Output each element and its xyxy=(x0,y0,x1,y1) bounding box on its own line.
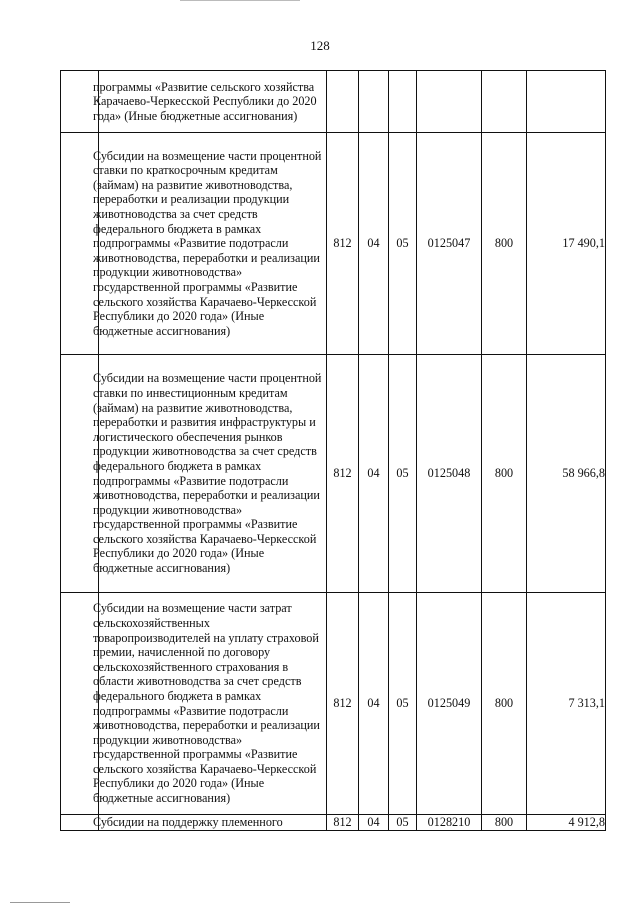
expense-name-cell: Субсидии на возмещение части процентной ставки по краткосрочным кредитам (займам) на развитие животноводства, переработки и реализации продукции животноводства за счет средств федерального бюджета в рамках подпрограммы «Развитие подотрасли животноводства, переработки и реализации продукции животноводства» государственной программы «Развитие сельского хозяйства Карачаево-Черкесской Республики до 2020 года» (Иные бюджетные ассигнования) xyxy=(99,133,327,355)
expense-name-cell: программы «Развитие сельского хозяйства Карачаево-Черкесской Республики до 2020 года» (Иные бюджетные ассигнования) xyxy=(99,71,327,133)
table-row xyxy=(61,815,606,831)
expense-name-cell: Субсидии на поддержку племенного xyxy=(99,815,327,831)
section-cell: 04 xyxy=(359,133,389,355)
amount-cell: 7 313,1 xyxy=(527,593,606,815)
section-cell: 04 xyxy=(359,593,389,815)
section-cell xyxy=(359,71,389,133)
table-row xyxy=(61,593,606,815)
budget-table xyxy=(60,70,606,831)
subsection-cell: 05 xyxy=(389,133,417,355)
target-article-cell: 0125047 xyxy=(417,133,482,355)
subsection-cell: 05 xyxy=(389,815,417,831)
expense-type-cell: 800 xyxy=(482,133,527,355)
grbs-cell: 812 xyxy=(327,593,359,815)
subsection-cell xyxy=(389,71,417,133)
grbs-cell: 812 xyxy=(327,815,359,831)
grbs-cell xyxy=(327,71,359,133)
table-row xyxy=(61,71,606,133)
scan-edge-mark xyxy=(10,902,70,903)
expense-type-cell: 800 xyxy=(482,355,527,593)
target-article-cell: 0128210 xyxy=(417,815,482,831)
expense-type-cell xyxy=(482,71,527,133)
table-row xyxy=(61,133,606,355)
subsection-cell: 05 xyxy=(389,593,417,815)
table-row xyxy=(61,355,606,593)
amount-cell: 4 912,8 xyxy=(527,815,606,831)
section-cell: 04 xyxy=(359,355,389,593)
expense-type-cell: 800 xyxy=(482,593,527,815)
target-article-cell xyxy=(417,71,482,133)
grbs-cell: 812 xyxy=(327,133,359,355)
grbs-cell: 812 xyxy=(327,355,359,593)
section-cell: 04 xyxy=(359,815,389,831)
page-number: 128 xyxy=(310,38,330,53)
target-article-cell: 0125049 xyxy=(417,593,482,815)
amount-cell xyxy=(527,71,606,133)
expense-type-cell: 800 xyxy=(482,815,527,831)
target-article-cell: 0125048 xyxy=(417,355,482,593)
amount-cell: 17 490,1 xyxy=(527,133,606,355)
scan-edge-mark xyxy=(180,0,300,1)
expense-name-cell: Субсидии на возмещение части затрат сельскохозяйственных товаропроизводителей на уплату страховой премии, начисленной по договору сельскохозяйственного страхования в области животноводства за счет средств федерального бюджета в рамках подпрограммы «Развитие подотрасли животноводства, переработки и реализации продукции животноводства» государственной программы «Развитие сельского хозяйства Карачаево-Черкесской Республики до 2020 года» (Иные бюджетные ассигнования) xyxy=(99,593,327,815)
amount-cell: 58 966,8 xyxy=(527,355,606,593)
expense-name-cell: Субсидии на возмещение части процентной ставки по инвестиционным кредитам (займам) на развитие животноводства, переработки и развития инфраструктуры и логистического обеспечения рынков продукции животноводства за счет средств федерального бюджета в рамках подпрограммы «Развитие подотрасли животноводства, переработки и реализации продукции животноводства» государственной программы «Развитие сельского хозяйства Карачаево-Черкесской Республики до 2020 года» (Иные бюджетные ассигнования) xyxy=(99,355,327,593)
subsection-cell: 05 xyxy=(389,355,417,593)
